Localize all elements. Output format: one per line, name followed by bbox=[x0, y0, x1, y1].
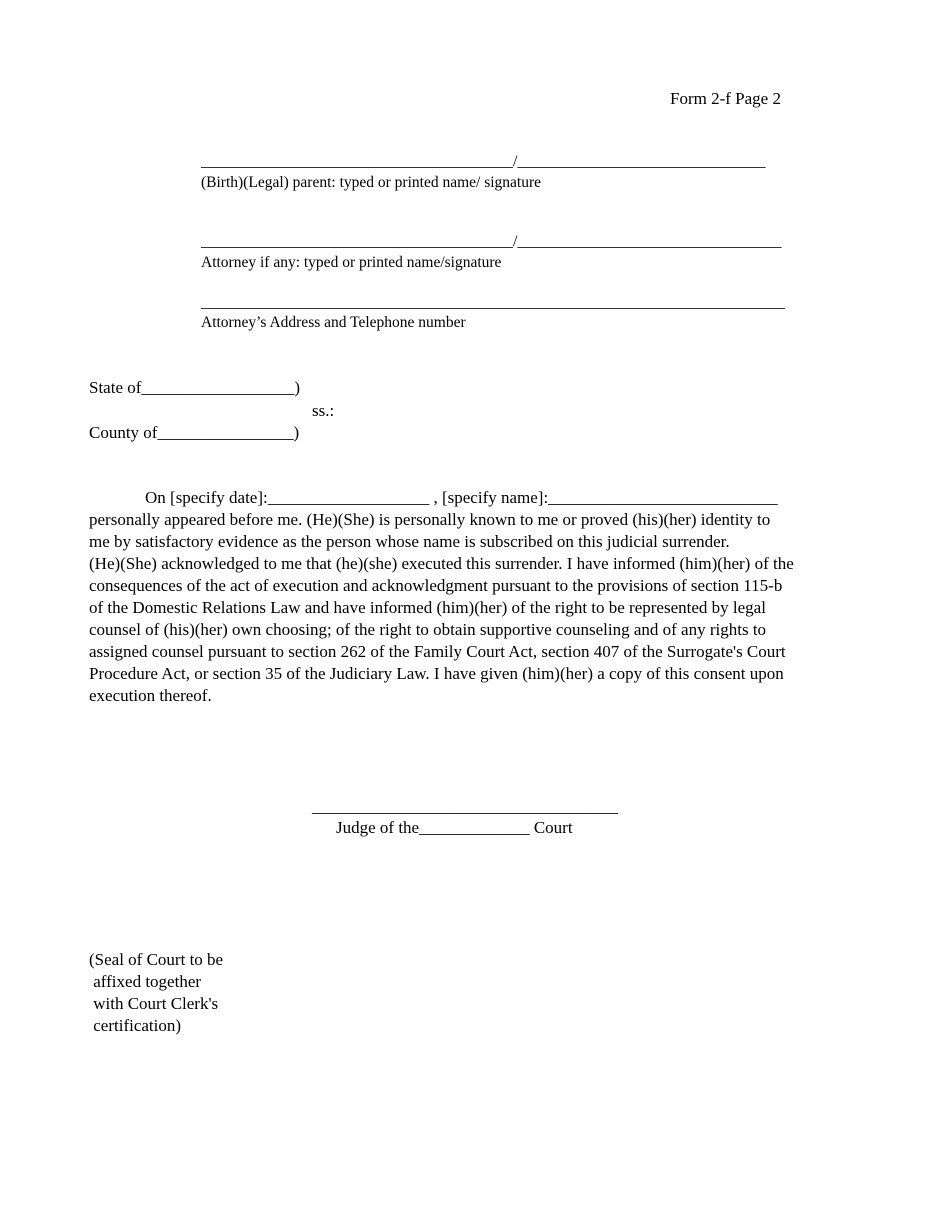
acknowledgment-line: (He)(She) acknowledged to me that (he)(she) executed this surrender. I have informed (him)(her) of the bbox=[89, 554, 794, 573]
acknowledgment-line[interactable]: On [specify date]:___________________ , [specify name]:___________________________ bbox=[145, 488, 778, 507]
acknowledgment-line: assigned counsel pursuant to section 262 of the Family Court Act, section 407 of the Surrogate's Court bbox=[89, 642, 786, 661]
acknowledgment-line: me by satisfactory evidence as the person whose name is subscribed on this judicial surrender. bbox=[89, 532, 730, 551]
parent-signature-line[interactable]: _______________________________________/_______________________________ bbox=[201, 153, 766, 170]
attorney-signature-line[interactable]: _______________________________________/_________________________________ bbox=[201, 233, 782, 250]
acknowledgment-paragraph bbox=[89, 487, 864, 707]
judge-caption: Judge of the_____________ Court bbox=[336, 818, 573, 837]
acknowledgment-line: consequences of the act of execution and acknowledgment pursuant to the provisions of section 115-b bbox=[89, 576, 783, 595]
seal-note-line: certification) bbox=[89, 1016, 182, 1035]
acknowledgment-line: counsel of (his)(her) own choosing; of the right to obtain supportive counseling and of any rights to bbox=[89, 620, 767, 639]
seal-note bbox=[89, 949, 223, 1037]
state-of-field[interactable]: State of__________________) bbox=[89, 378, 301, 397]
seal-note-line: affixed together bbox=[89, 972, 202, 991]
county-of-field[interactable]: County of________________) bbox=[89, 423, 300, 442]
form-page-label: Form 2-f Page 2 bbox=[670, 89, 781, 108]
attorney-address-caption: Attorney’s Address and Telephone number bbox=[201, 314, 466, 331]
seal-note-line: (Seal of Court to be bbox=[89, 950, 224, 969]
attorney-signature-caption: Attorney if any: typed or printed name/signature bbox=[201, 254, 502, 271]
parent-signature-caption: (Birth)(Legal) parent: typed or printed name/ signature bbox=[201, 174, 542, 191]
attorney-address-line[interactable]: _________________________________________________________________________ bbox=[201, 294, 785, 311]
judge-signature-line[interactable]: ____________________________________ bbox=[312, 797, 618, 816]
acknowledgment-line: execution thereof. bbox=[89, 686, 212, 705]
acknowledgment-line: Procedure Act, or section 35 of the Judiciary Law. I have given (him)(her) a copy of this consent upon bbox=[89, 664, 784, 683]
acknowledgment-line: of the Domestic Relations Law and have informed (him)(her) of the right to be represented by legal bbox=[89, 598, 766, 617]
acknowledgment-line: personally appeared before me. (He)(She) is personally known to me or proved (his)(her) identity to bbox=[89, 510, 771, 529]
ss-label: ss.: bbox=[312, 401, 335, 420]
seal-note-line: with Court Clerk's bbox=[89, 994, 219, 1013]
